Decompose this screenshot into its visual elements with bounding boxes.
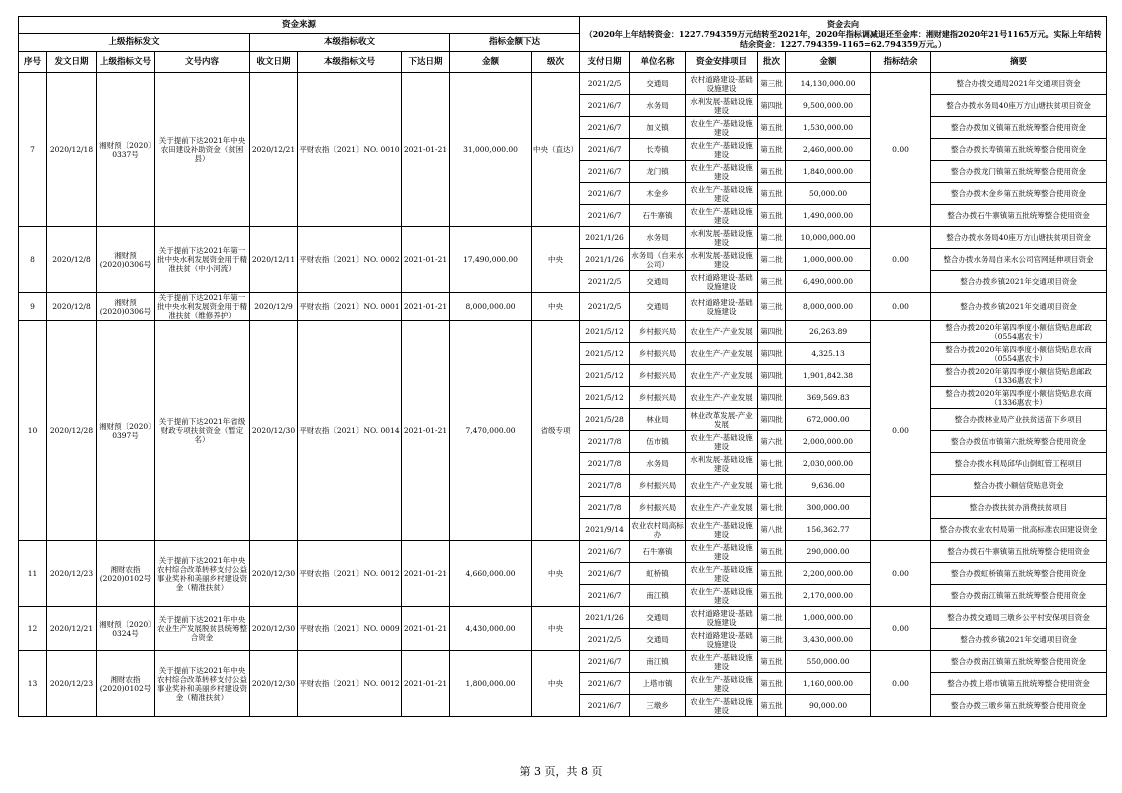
pay-date-cell: 2021/6/7 [580,205,630,227]
col-doc-content: 文号内容 [155,52,250,73]
project-cell: 农村道路建设-基础设施建设 [686,293,758,321]
project-cell: 农业生产-基础设施建设 [686,585,758,607]
upper-doc-no-cell: 湘财农指(2020)0102号 [97,541,155,607]
pay-date-cell: 2021/1/26 [580,607,630,629]
local-doc-no-cell: 平财农指〔2021〕NO. 0012 [298,651,402,717]
seq-cell: 13 [19,651,47,717]
unit-cell: 南江镇 [630,585,686,607]
pay-amount-cell: 1,530,000.00 [786,117,871,139]
pay-amount-cell: 1,000,000.00 [786,249,871,271]
pay-date-cell: 2021/5/12 [580,365,630,387]
pay-date-cell: 2021/6/7 [580,563,630,585]
pay-amount-cell: 1,840,000.00 [786,161,871,183]
project-cell: 水利发展-基础设施建设 [686,95,758,117]
pay-amount-cell: 369,569.83 [786,387,871,409]
local-doc-no-cell: 平财农指〔2021〕NO. 0001 [298,293,402,321]
summary-cell: 整合办拨加义镇第五批统筹整合使用资金 [931,117,1107,139]
project-cell: 水利发展-基础设施建设 [686,249,758,271]
upper-doc-no-cell: 湘财预(2020)0306号 [97,293,155,321]
summary-cell: 整合办拨伍市镇第六批统筹整合使用资金 [931,431,1107,453]
table-row [19,227,1107,249]
unit-cell: 水务局（自来水公司） [631,250,684,269]
summary-cell: 整合办拨三墩乡第五批统筹整合使用资金 [931,695,1107,717]
summary-cell: 整合办拨扶贫办消费扶贫项目 [931,497,1107,519]
summary-cell: 整合办拨2020年第四季度小额信贷贴息邮政（0554惠农卡） [931,321,1107,343]
pay-amount-cell: 26,263.89 [786,321,871,343]
summary-cell: 整合办拨林业局产业扶贫送苗下乡项目 [931,409,1107,431]
unit-cell: 林业局 [630,409,686,431]
pay-date-cell: 2021/7/8 [580,431,630,453]
amount-cell: 17,490,000.00 [450,227,532,293]
level-cell: 中央 [532,227,580,293]
project-cell: 农业生产-产业发展 [686,387,758,409]
unit-cell: 上塔市镇 [630,673,686,695]
pay-date-cell: 2021/6/7 [580,651,630,673]
pay-date-cell: 2021/1/26 [580,227,630,249]
summary-cell: 整合办拨上塔市镇第五批统筹整合使用资金 [931,673,1107,695]
summary-cell: 整合办拨石牛寨镇第五批统筹整合使用资金 [931,205,1107,227]
pay-date-cell: 2021/2/5 [580,293,630,321]
recv-date-cell: 2020/12/9 [250,293,298,321]
project-cell: 农业生产-基础设施建设 [686,563,758,585]
doc-content-cell: 关于提前下达2021年中央农业生产发展脱贫县统筹整合资金 [155,607,250,651]
unit-cell: 水务局 [630,95,686,117]
upper-doc-no-cell: 湘财预〔2020〕0397号 [97,321,155,541]
project-cell: 农业生产-产业发展 [686,497,758,519]
summary-cell: 整合办拨龙门镇第五批统筹整合使用资金 [931,161,1107,183]
project-cell: 农业生产-产业发展 [686,365,758,387]
level-cell: 中央 [532,541,580,607]
col-seq: 序号 [19,52,47,73]
pay-date-cell: 2021/7/8 [580,453,630,475]
pay-amount-cell: 2,170,000.00 [786,585,871,607]
local-doc-no-cell: 平财农指〔2021〕NO. 0009 [298,607,402,651]
batch-cell: 第七批 [758,475,786,497]
unit-cell: 木金乡 [630,183,686,205]
col-unit: 单位名称 [630,52,686,73]
issue-date-cell: 2020/12/23 [47,651,97,717]
pay-date-cell: 2021/6/7 [580,585,630,607]
unit-cell: 石牛寨镇 [630,541,686,563]
local-doc-no-cell: 平财农指〔2021〕NO. 0002 [298,227,402,293]
project-cell: 农业生产-基础设施建设 [686,651,758,673]
summary-cell: 整合办拨2020年第四季度小额信贷贴息农商（0554惠农卡） [931,343,1107,365]
unit-cell: 伍市镇 [630,431,686,453]
project-cell: 农业生产-基础设施建设 [686,205,758,227]
summary-cell: 整合办拨水务局40座万方山塘扶贫项目资金 [931,227,1107,249]
pay-date-cell: 2021/1/26 [580,249,630,271]
local-doc-no-cell: 平财农指〔2021〕NO. 0014 [298,321,402,541]
issue-date-cell: 2020/12/28 [47,321,97,541]
pay-date-cell: 2021/5/12 [580,387,630,409]
batch-cell: 第八批 [758,519,786,541]
batch-cell: 第五批 [758,563,786,585]
amount-cell: 4,430,000.00 [450,607,532,651]
unit-cell: 石牛寨镇 [630,205,686,227]
pay-amount-cell: 1,901,842.38 [786,365,871,387]
batch-cell: 第五批 [758,183,786,205]
summary-cell: 整合办拨虹桥镇第五批统筹整合使用资金 [931,563,1107,585]
dest-note: （2020年上年结转资金：1227.794359万元结转至2021年，2020年指标调减退还至金库：湘财建指2020年21号1165万元。实际上年结转结余资金：1227.794359-1165=62.794359万元。） [584,29,1102,49]
summary-cell: 整合办拨乡镇2021年交通项目资金 [931,271,1107,293]
unit-cell: 长寿镇 [630,139,686,161]
unit-cell: 农业农村局高标办 [631,520,684,539]
issue-date-cell: 2020/12/21 [47,607,97,651]
pay-date-cell: 2021/6/7 [580,95,630,117]
project-cell: 农业生产-基础设施建设 [686,139,758,161]
table-row [19,293,1107,321]
pay-date-cell: 2021/6/7 [580,139,630,161]
unit-cell: 交通局 [630,293,686,321]
local-doc-no-cell: 平财农指〔2021〕NO. 0010 [298,73,402,227]
unit-cell: 交通局 [630,629,686,651]
project-cell: 农业生产-基础设施建设 [686,117,758,139]
project-cell: 农业生产-产业发展 [686,475,758,497]
pay-amount-cell: 550,000.00 [786,651,871,673]
unit-cell: 加义镇 [630,117,686,139]
local-doc-no-cell: 平财农指〔2021〕NO. 0012 [298,541,402,607]
balance-cell: 0.00 [871,73,931,227]
batch-cell: 第五批 [758,673,786,695]
table-row [19,607,1107,629]
summary-cell: 整合办拨水务局自来水公司官网延伸项目资金 [931,249,1107,271]
pay-amount-cell: 2,460,000.00 [786,139,871,161]
summary-cell: 整合办拨水利局邱华山倒虹管工程项目 [931,453,1107,475]
table-row [19,541,1107,563]
doc-content-cell: 关于提前下达2021年省级财政专项扶贫资金（暂定名） [155,321,250,541]
pay-date-cell: 2021/6/7 [580,183,630,205]
pay-date-cell: 2021/6/7 [580,541,630,563]
batch-cell: 第五批 [758,695,786,717]
table-row [19,73,1107,95]
project-cell: 农村道路建设-基础设施建设 [686,607,758,629]
summary-cell: 整合办拨木金乡第五批统筹整合使用资金 [931,183,1107,205]
pay-date-cell: 2021/6/7 [580,695,630,717]
batch-cell: 第四批 [758,321,786,343]
col-local-doc-no: 本级指标文号 [298,52,402,73]
col-pay-date: 支付日期 [580,52,630,73]
pay-amount-cell: 6,490,000.00 [786,271,871,293]
project-cell: 农村道路建设-基础设施建设 [686,73,758,95]
page-footer: 第 3 页，共 8 页 [519,765,603,778]
upper-doc-no-cell: 湘财农指(2020)0102号 [97,651,155,717]
level-cell: 省级专项 [532,321,580,541]
pay-amount-cell: 290,000.00 [786,541,871,563]
upper-doc-no-cell: 湘财预(2020)0306号 [97,227,155,293]
pay-date-cell: 2021/2/5 [580,629,630,651]
doc-content-cell: 关于提前下达2021年第一批中央水利发展资金用于精准扶贫（中小河流） [155,227,250,293]
pay-date-cell: 2021/6/7 [580,161,630,183]
balance-cell: 0.00 [871,607,931,651]
pay-date-cell: 2021/7/8 [580,497,630,519]
unit-cell: 水务局 [630,453,686,475]
issue-down-date-cell: 2021-01-21 [402,541,450,607]
unit-cell: 乡村振兴局 [630,497,686,519]
batch-cell: 第五批 [758,117,786,139]
seq-cell: 9 [19,293,47,321]
batch-cell: 第四批 [758,409,786,431]
recv-date-cell: 2020/12/21 [250,73,298,227]
unit-cell: 交通局 [630,607,686,629]
balance-cell: 0.00 [871,541,931,607]
col-balance: 指标结余 [871,52,931,73]
unit-cell: 交通局 [630,73,686,95]
project-cell: 农业生产-基础设施建设 [686,183,758,205]
summary-cell: 整合办拨小额信贷贴息资金 [931,475,1107,497]
batch-cell: 第三批 [758,73,786,95]
project-cell: 林业改革发展-产业发展 [686,409,758,431]
summary-cell: 整合办拨交通局三墩乡公平村安保项目资金 [931,607,1107,629]
batch-cell: 第五批 [758,541,786,563]
pay-amount-cell: 156,362.77 [786,519,871,541]
issue-date-cell: 2020/12/8 [47,293,97,321]
batch-cell: 第五批 [758,205,786,227]
summary-cell: 整合办拨2020年第四季度小额信贷贴息农商（1336惠农卡） [931,387,1107,409]
unit-cell: 乡村振兴局 [630,343,686,365]
pay-amount-cell: 2,030,000.00 [786,453,871,475]
pay-amount-cell: 300,000.00 [786,497,871,519]
summary-cell: 整合办拨2020年第四季度小额信贷贴息邮政（1336惠农卡） [931,365,1107,387]
balance-cell: 0.00 [871,321,931,541]
pay-date-cell: 2021/5/12 [580,343,630,365]
batch-cell: 第五批 [758,585,786,607]
summary-cell: 整合办拨南江镇第五批统筹整合使用资金 [931,585,1107,607]
fund-ledger-table [18,16,1107,717]
issue-down-date-cell: 2021-01-21 [402,651,450,717]
col-issue-down-date: 下达日期 [402,52,450,73]
batch-cell: 第四批 [758,343,786,365]
unit-cell: 交通局 [630,271,686,293]
pay-amount-cell: 1,000,000.00 [786,607,871,629]
project-cell: 农业生产-基础设施建设 [686,673,758,695]
recv-date-cell: 2020/12/30 [250,607,298,651]
pay-amount-cell: 50,000.00 [786,183,871,205]
batch-cell: 第五批 [758,161,786,183]
pay-amount-cell: 3,430,000.00 [786,629,871,651]
issue-date-cell: 2020/12/18 [47,73,97,227]
batch-cell: 第三批 [758,271,786,293]
summary-cell: 整合办拨水务局40座万方山塘扶贫项目资金 [931,95,1107,117]
pay-amount-cell: 2,000,000.00 [786,431,871,453]
pay-amount-cell: 672,000.00 [786,409,871,431]
issue-down-date-cell: 2021-01-21 [402,73,450,227]
pay-amount-cell: 1,490,000.00 [786,205,871,227]
issue-date-cell: 2020/12/23 [47,541,97,607]
unit-cell: 龙门镇 [630,161,686,183]
doc-content-cell: 关于提前下达2021年中央农田建设补助资金（贫困县） [155,73,250,227]
pay-amount-cell: 9,500,000.00 [786,95,871,117]
summary-cell: 整合办拨长寿镇第五批统筹整合使用资金 [931,139,1107,161]
batch-cell: 第二批 [758,607,786,629]
recv-date-cell: 2020/12/30 [250,321,298,541]
seq-cell: 7 [19,73,47,227]
amount-cell: 1,800,000.00 [450,651,532,717]
table-header [19,17,1107,73]
pay-amount-cell: 8,000,000.00 [786,293,871,321]
unit-cell: 乡村振兴局 [630,321,686,343]
pay-date-cell: 2021/2/5 [580,271,630,293]
pay-amount-cell: 1,160,000.00 [786,673,871,695]
level-cell: 中央 [532,607,580,651]
pay-date-cell: 2021/6/7 [580,117,630,139]
upper-group-header: 上级指标发文 [19,34,250,52]
project-cell: 农业生产-基础设施建设 [686,161,758,183]
col-project: 资金安排项目 [686,52,758,73]
project-cell: 农业生产-基础设施建设 [686,695,758,717]
pay-amount-cell: 2,200,000.00 [786,563,871,585]
summary-cell: 整合办拨石牛寨镇第五批统筹整合使用资金 [931,541,1107,563]
col-upper-doc-no: 上级指标文号 [97,52,155,73]
seq-cell: 11 [19,541,47,607]
batch-cell: 第二批 [758,227,786,249]
level-cell: 中央 [532,651,580,717]
unit-cell: 虹桥镇 [630,563,686,585]
local-group-header: 本级指标收文 [250,34,450,52]
project-cell: 农业生产-基础设施建设 [686,519,758,541]
project-cell: 农业生产-产业发展 [686,321,758,343]
doc-content-cell: 关于提前下达2021年中央农村综合改革转移支付公益事业奖补和美丽乡村建设资金（精准扶贫） [155,651,250,717]
issue-down-date-cell: 2021-01-21 [402,293,450,321]
pay-date-cell: 2021/2/5 [580,73,630,95]
balance-cell: 0.00 [871,651,931,717]
batch-cell: 第四批 [758,95,786,117]
amount-cell: 31,000,000.00 [450,73,532,227]
project-cell: 农业生产-基础设施建设 [686,541,758,563]
unit-cell: 乡村振兴局 [630,475,686,497]
summary-cell: 整合办拨乡镇2021年交通项目资金 [931,293,1107,321]
project-cell: 农业生产-产业发展 [686,343,758,365]
batch-cell: 第四批 [758,387,786,409]
table-body [19,73,1107,717]
pay-amount-cell: 90,000.00 [786,695,871,717]
project-cell: 水利发展-基础设施建设 [686,227,758,249]
amount-cell: 7,470,000.00 [450,321,532,541]
batch-cell: 第七批 [758,453,786,475]
doc-content-cell: 关于提前下达2021年中央农村综合改革转移支付公益事业奖补和美丽乡村建设资金（精准扶贫） [155,541,250,607]
batch-cell: 第三批 [758,293,786,321]
col-pay-amount: 金额 [786,52,871,73]
batch-cell: 第二批 [758,249,786,271]
pay-date-cell: 2021/9/14 [580,519,630,541]
unit-cell: 水务局 [630,227,686,249]
batch-cell: 第五批 [758,651,786,673]
level-cell: 中央（直达） [532,73,580,227]
col-recv-date: 收文日期 [250,52,298,73]
source-title: 资金来源 [19,17,580,34]
pay-amount-cell: 9,636.00 [786,475,871,497]
project-cell: 农业生产-基础设施建设 [686,431,758,453]
col-batch: 批次 [758,52,786,73]
unit-cell: 三墩乡 [630,695,686,717]
issue-down-date-cell: 2021-01-21 [402,227,450,293]
col-issue-date: 发文日期 [47,52,97,73]
seq-cell: 12 [19,607,47,651]
dest-title-cell [580,17,1107,52]
col-level: 级次 [532,52,580,73]
pay-date-cell: 2021/5/28 [580,409,630,431]
project-cell: 水利发展-基础设施建设 [686,453,758,475]
dest-title: 资金去向 [827,19,860,29]
table-row [19,321,1107,343]
summary-cell: 整合办拨南江镇第五批统筹整合使用资金 [931,651,1107,673]
pay-date-cell: 2021/6/7 [580,673,630,695]
batch-cell: 第四批 [758,365,786,387]
pay-date-cell: 2021/5/12 [580,321,630,343]
pay-date-cell: 2021/7/8 [580,475,630,497]
col-summary: 摘要 [931,52,1107,73]
balance-cell: 0.00 [871,293,931,321]
unit-cell: 乡村振兴局 [630,387,686,409]
pay-amount-cell: 10,000,000.00 [786,227,871,249]
summary-cell: 整合办拨交通局2021年交通项目资金 [931,73,1107,95]
summary-cell: 整合办拨农业农村局第一批高标准农田建设资金 [931,519,1107,541]
seq-cell: 10 [19,321,47,541]
amount-cell: 4,660,000.00 [450,541,532,607]
recv-date-cell: 2020/12/30 [250,651,298,717]
pay-amount-cell: 4,325.13 [786,343,871,365]
batch-cell: 第三批 [758,629,786,651]
amount-group-header: 指标金额下达 [450,34,580,52]
balance-cell: 0.00 [871,227,931,293]
upper-doc-no-cell: 湘财预〔2020〕0324号 [97,607,155,651]
col-amount: 金额 [450,52,532,73]
unit-cell: 乡村振兴局 [630,365,686,387]
issue-down-date-cell: 2021-01-21 [402,321,450,541]
recv-date-cell: 2020/12/30 [250,541,298,607]
table-row [19,651,1107,673]
level-cell: 中央 [532,293,580,321]
batch-cell: 第五批 [758,139,786,161]
issue-date-cell: 2020/12/8 [47,227,97,293]
seq-cell: 8 [19,227,47,293]
issue-down-date-cell: 2021-01-21 [402,607,450,651]
unit-cell: 南江镇 [630,651,686,673]
project-cell: 农村道路建设-基础设施建设 [686,629,758,651]
project-cell: 农村道路建设-基础设施建设 [686,271,758,293]
batch-cell: 第七批 [758,497,786,519]
upper-doc-no-cell: 湘财预〔2020〕0337号 [97,73,155,227]
batch-cell: 第六批 [758,431,786,453]
recv-date-cell: 2020/12/11 [250,227,298,293]
amount-cell: 8,000,000.00 [450,293,532,321]
summary-cell: 整合办拨乡镇2021年交通项目资金 [931,629,1107,651]
pay-amount-cell: 14,130,000.00 [786,73,871,95]
doc-content-cell: 关于提前下达2021年第一批中央水利发展资金用于精准扶贫（维修养护） [155,293,250,321]
